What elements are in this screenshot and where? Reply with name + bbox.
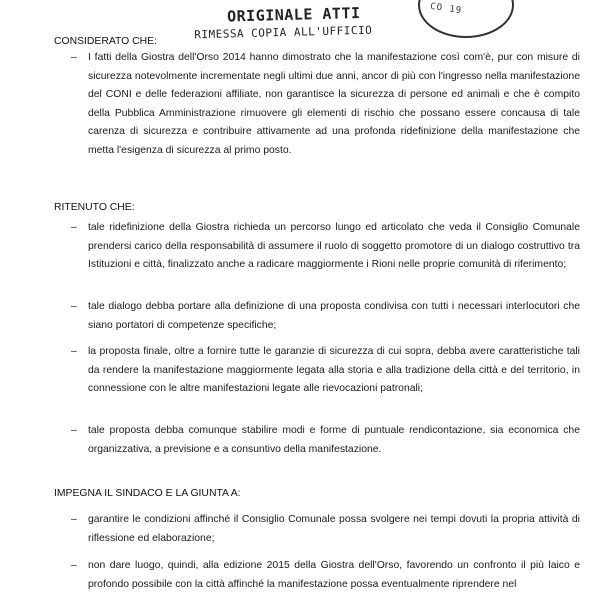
protocol-stamp-text: CO 19 <box>429 1 463 17</box>
bullet-dash: – <box>71 425 77 436</box>
section-title-impegna: IMPEGNA IL SINDACO E LA GIUNTA A: <box>54 488 241 499</box>
stamp-line-copy: RIMESSA COPIA ALL'UFFICIO <box>194 23 373 42</box>
paragraph-text: I fatti della Giostra dell'Orso 2014 hanno dimostrato che la manifestazione così com'è, pur con misure di sicurezza notevolmente incrementate negli ultimi due anni, ancor di più con l'ingresso nella manifestazione del CONI e delle federazioni affiliate, non garantisce la sicurezza di persone ed animali e che è compito della Pubblica Amministrazione rimuovere gli elementi di rischio che possano essere concausa di tale carenza di sicurezza e contribuire attivamente ad una profonda ridefinizione della manifestazione che metta l'esigenza di sicurezza al primo posto. <box>88 52 580 156</box>
paragraph-text: tale dialogo debba portare alla definizione di una proposta condivisa con tutti i necessari interlocutori che siano portatori di competenze specifiche; <box>88 301 580 331</box>
paragraph-text: garantire le condizioni affinché il Consiglio Comunale possa svolgere nei tempi dovuti la propria attività di riflessione ed elaborazione; <box>88 514 580 544</box>
section-title-ritenuto: RITENUTO CHE: <box>54 202 135 213</box>
bullet-dash: – <box>71 222 77 233</box>
bullet-dash: – <box>71 52 77 63</box>
bullet-dash: – <box>71 346 77 357</box>
paragraph-text: non dare luogo, quindi, alla edizione 2015 della Giostra dell'Orso, favorendo un confronto il più laico e profondo possibile con la città affinché la manifestazione possa eventualmente riprendere nel <box>88 560 580 590</box>
section-title-considerato: CONSIDERATO CHE: <box>54 36 157 47</box>
bullet-dash: – <box>71 514 77 525</box>
paragraph-text: tale ridefinizione della Giostra richieda un percorso lungo ed articolato che veda il Consiglio Comunale prendersi carico della responsabilità di assumere il ruolo di soggetto promotore di un dialogo costruttivo tra Istituzioni e città, finalizzato anche a radicare maggiormente i Rioni nelle proprie comunità di riferimento; <box>88 222 580 271</box>
bullet-dash: – <box>71 301 77 312</box>
original-acts-stamp <box>188 4 379 42</box>
bullet-dash: – <box>71 560 77 571</box>
stamp-line-original: ORIGINALE ATTI <box>226 3 361 26</box>
paragraph-text: tale proposta debba comunque stabilire modi e forme di puntuale rendicontazione, sia economica che organizzativa, a previsione e a consuntivo della manifestazione. <box>88 425 580 455</box>
paragraph-text: la proposta finale, oltre a fornire tutte le garanzie di sicurezza di cui sopra, debba avere caratteristiche tali da rendere la manifestazione maggiormente legata alla storia e alla tradizione della città e del territorio, in connessione con le altre manifestazioni legate alle rievocazioni patronali; <box>88 346 580 395</box>
